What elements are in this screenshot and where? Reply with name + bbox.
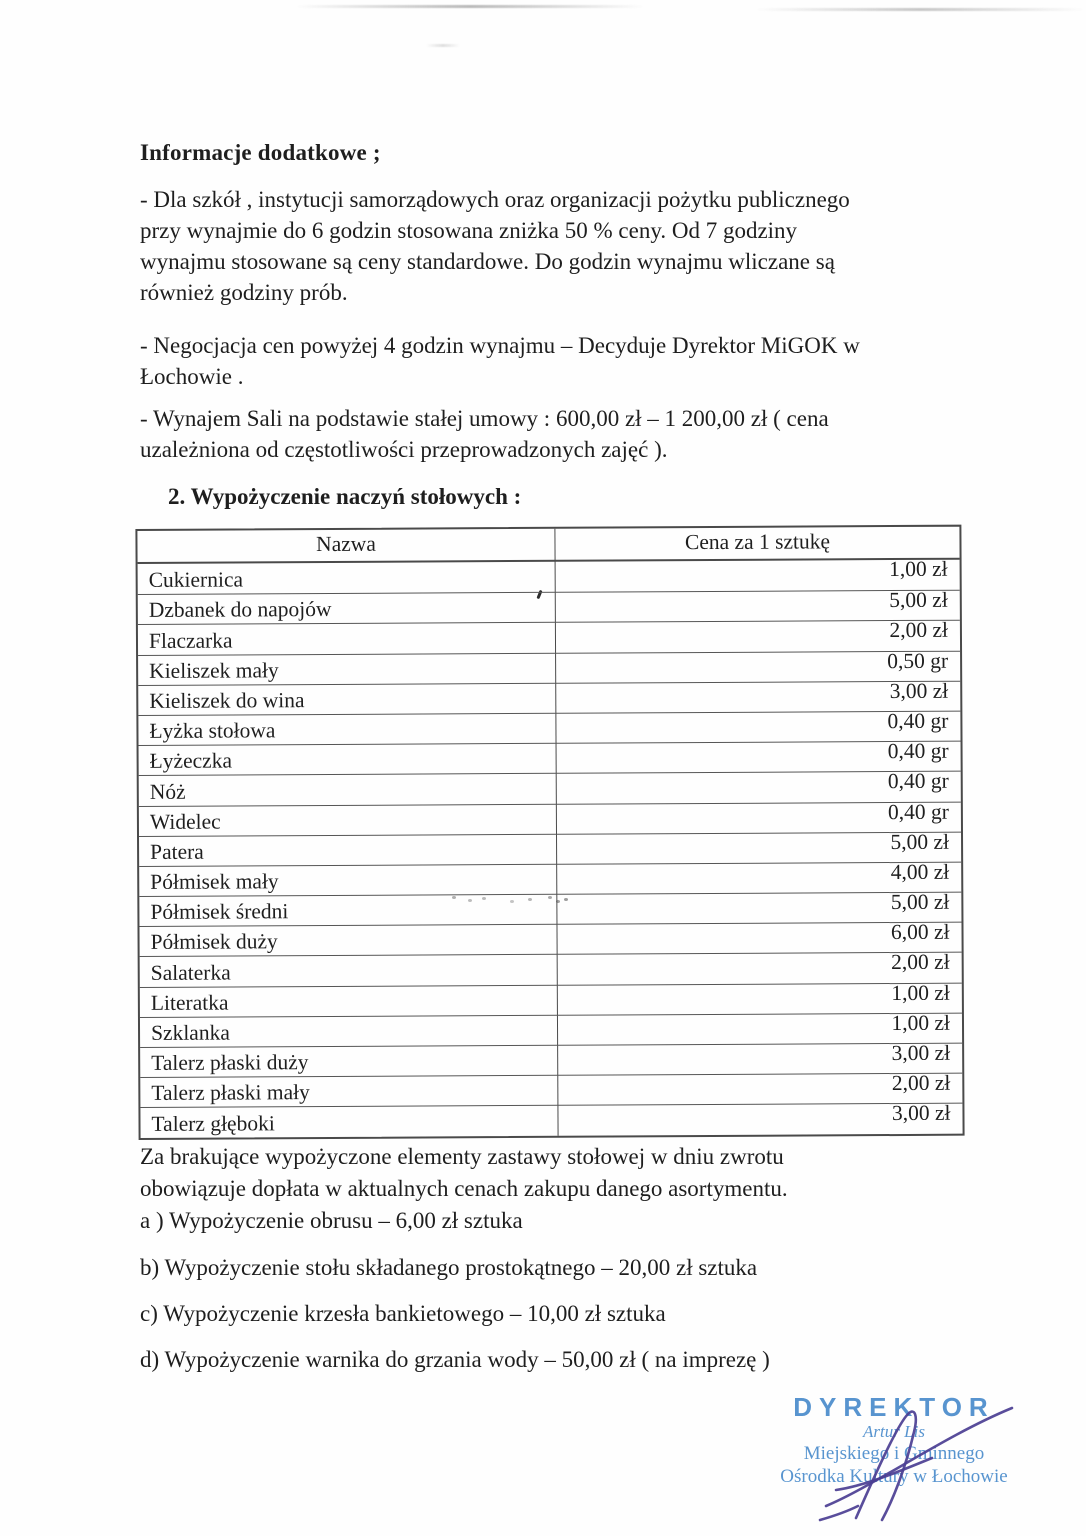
item-price: 0,50 gr: [887, 648, 949, 673]
item-price: 3,00 zł: [889, 678, 949, 703]
item-name: Widelec: [149, 809, 221, 834]
column-header-price: Cena za 1 sztukę: [684, 529, 831, 555]
item-price: 0,40 gr: [887, 708, 949, 734]
item-price: 2,00 zł: [891, 950, 950, 975]
text-line: - Negocjacja cen powyżej 4 godzin wynajmu – Decyduje Dyrektor MiGOK w: [140, 333, 860, 358]
item-name: Flaczarka: [148, 628, 233, 653]
rental-item-table: b) Wypożyczenie stołu składanego prostokątnego – 20,00 zł sztuka: [140, 1255, 758, 1280]
item-price: 3,00 zł: [891, 1101, 951, 1126]
table-row: [139, 831, 961, 865]
item-name: Łyżeczka: [149, 748, 233, 774]
rental-item-water-heater: d) Wypożyczenie warnika do grzania wody – 50,00 zł ( na imprezę ): [140, 1347, 770, 1372]
item-price: 0,40 gr: [887, 738, 949, 764]
text-line: wynajmu stosowane są ceny standardowe. Do godzin wynajmu wliczane są: [140, 249, 835, 274]
stamp-org-line: Ośrodka Kultury w Łochowie: [780, 1466, 1008, 1487]
table-row: [138, 708, 960, 745]
item-name: Łyżka stołowa: [149, 718, 276, 744]
paragraph-price-negotiation: [140, 330, 980, 392]
item-name: Półmisek mały: [150, 869, 279, 894]
item-price: 5,00 zł: [890, 829, 950, 854]
table-row: [138, 680, 960, 714]
item-name: Kieliszek mały: [149, 658, 279, 683]
rental-item-tablecloth: a ) Wypożyczenie obrusu – 6,00 zł sztuka: [140, 1208, 523, 1233]
item-name: Salaterka: [150, 960, 231, 985]
column-header-name: Nazwa: [316, 531, 376, 557]
text-line: - Wynajem Sali na podstawie stałej umowy : 600,00 zł – 1 200,00 zł ( cena: [140, 406, 829, 431]
table-row: [139, 801, 961, 835]
item-name: Półmisek duży: [150, 929, 278, 955]
table-row: [140, 1040, 962, 1077]
tableware-price-table: [135, 525, 964, 1140]
paragraph-hall-rental-contract: [140, 403, 980, 465]
table-header-row: [137, 527, 959, 564]
text-line: Łochowie .: [140, 364, 244, 389]
item-name: Patera: [150, 839, 204, 864]
scan-artifact-streak: [295, 5, 645, 8]
handwritten-signature: [812, 1394, 1022, 1526]
scan-artifact-streak: [426, 44, 460, 47]
stamp-signatory-name: Artur Lis: [863, 1422, 925, 1441]
item-name: Kieliszek do wina: [149, 688, 305, 713]
scan-artifact-streak: [755, 8, 1085, 11]
item-price: 5,00 zł: [889, 587, 948, 613]
table-row: [139, 889, 961, 926]
text-line: Za brakujące wypożyczone elementy zastawy stołowej w dniu zwrotu: [140, 1144, 784, 1169]
text-line: obowiązuje dopłata w aktualnych cenach zakupu danego asortymentu.: [140, 1176, 788, 1201]
text-line: przy wynajmie do 6 godzin stosowana zniżka 50 % ceny. Od 7 godziny: [140, 218, 798, 243]
table-row: [140, 1012, 962, 1046]
item-price: 0,40 gr: [887, 769, 949, 794]
table-row: [138, 556, 960, 594]
table-row: [139, 738, 961, 775]
item-price: 2,00 zł: [889, 618, 949, 643]
table-row: [139, 771, 961, 805]
table-row: [140, 982, 962, 1016]
table-row: [138, 620, 960, 654]
item-price: 1,00 zł: [889, 556, 948, 582]
tableware-section-heading: 2. Wypożyczenie naczyń stołowych :: [168, 484, 522, 509]
text-line: również godziny prób.: [140, 280, 348, 305]
table-row: [138, 650, 960, 684]
item-name: Talerz płaski mały: [151, 1080, 310, 1106]
item-price: 4,00 zł: [890, 859, 950, 884]
paragraph-discount-policy: [140, 184, 980, 308]
item-name: Talerz płaski duży: [151, 1050, 309, 1076]
text-line: uzależniona od częstotliwości przeprowadzonych zajęć ).: [140, 437, 668, 462]
item-price: 1,00 zł: [891, 1010, 951, 1035]
item-name: Dzbanek do napojów: [148, 597, 332, 623]
item-name: Talerz głęboki: [151, 1110, 275, 1136]
stamp-title: DYREKTOR: [793, 1392, 995, 1422]
table-row: [139, 919, 961, 956]
additional-info-heading: Informacje dodatkowe ;: [140, 140, 381, 165]
item-price: 0,40 gr: [887, 799, 949, 824]
item-price: 1,00 zł: [891, 980, 950, 1005]
text-line: - Dla szkół , instytucji samorządowych oraz organizacji pożytku publicznego: [140, 187, 850, 212]
table-row: [140, 1103, 962, 1137]
item-price: 3,00 zł: [891, 1040, 951, 1066]
item-price: 2,00 zł: [891, 1070, 951, 1096]
item-price: 5,00 zł: [890, 889, 950, 915]
item-name: Półmisek średni: [150, 899, 289, 925]
rental-item-chair: c) Wypożyczenie krzesła bankietowego – 10,00 zł sztuka: [140, 1301, 666, 1326]
table-row: [140, 952, 962, 986]
item-name: Nóż: [149, 779, 186, 804]
item-name: Cukiernica: [148, 567, 244, 593]
missing-items-note: [140, 1141, 980, 1205]
table-row: [138, 587, 960, 624]
table-row: [140, 1070, 962, 1107]
table-row: [139, 859, 961, 896]
item-price: 6,00 zł: [890, 919, 950, 945]
item-name: Literatka: [150, 990, 229, 1015]
item-name: Szklanka: [150, 1020, 230, 1045]
stamp-org-line: Miejskiego i Gminnego: [803, 1443, 985, 1464]
